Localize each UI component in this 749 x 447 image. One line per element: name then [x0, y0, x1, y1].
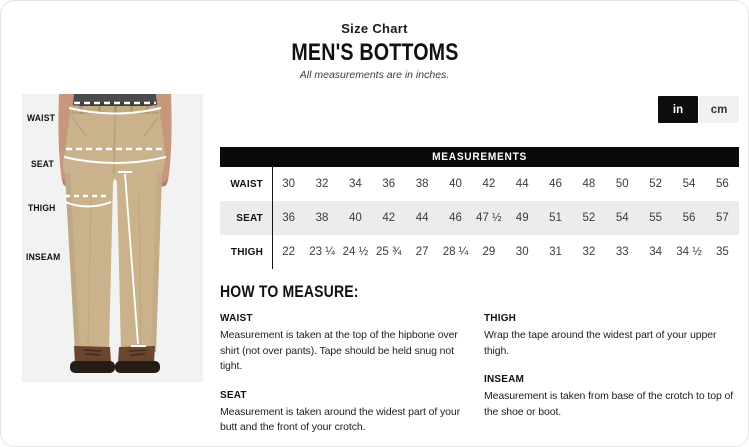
size-cell: 54: [615, 212, 629, 224]
size-cell: 32: [315, 178, 329, 190]
row-label: SEAT: [236, 212, 263, 224]
measurements-rows: [220, 167, 739, 269]
size-cell: 56: [715, 178, 729, 190]
page-subtitle: All measurements are in inches.: [299, 69, 450, 81]
size-cell: 44: [415, 212, 429, 224]
size-cell: 34: [649, 246, 663, 258]
page-header: [1, 21, 748, 81]
size-cell: 30: [515, 246, 529, 258]
size-cell: 28 ¼: [442, 246, 469, 258]
size-cell: 55: [649, 212, 663, 224]
figure-label-inseam: INSEAM: [26, 252, 61, 262]
size-cell: 52: [582, 212, 596, 224]
row-label: THIGH: [230, 246, 263, 258]
size-cell: 24 ½: [342, 246, 369, 258]
howto-description: Measurement is taken around the widest part of your butt and the front of your crotch.: [220, 405, 461, 434]
howto-term: INSEAM: [484, 374, 525, 386]
unit-toggle: [658, 96, 739, 123]
howto-term: WAIST: [220, 313, 253, 324]
table-row: [220, 235, 739, 269]
size-cell: 40: [449, 178, 462, 190]
measurements-table: [220, 147, 739, 269]
howto-item: [484, 313, 740, 359]
size-cell: 23 ¼: [309, 246, 335, 258]
size-cell: 49: [515, 212, 529, 224]
table-divider: [272, 167, 273, 269]
row-label: WAIST: [230, 178, 263, 190]
size-cell: 46: [549, 178, 562, 190]
size-cell: 38: [415, 178, 429, 190]
size-cell: 47 ½: [476, 212, 502, 224]
size-cell: 54: [682, 178, 696, 190]
measurements-table-header: [220, 147, 739, 167]
unit-cm-button[interactable]: cm: [699, 96, 739, 123]
size-cell: 29: [482, 246, 496, 258]
row-values: [272, 201, 739, 235]
howto-item: [220, 390, 472, 436]
size-cell: 56: [682, 212, 696, 224]
size-cell: 30: [282, 178, 296, 190]
size-cell: 40: [349, 212, 362, 224]
how-to-measure-heading: HOW TO MEASURE:: [220, 283, 359, 301]
size-cell: 57: [715, 212, 729, 224]
howto-col-1: [484, 313, 740, 447]
size-cell: 48: [582, 178, 596, 190]
page-title-text: MEN'S BOTTOMS: [290, 39, 459, 66]
how-to-measure-section: [220, 283, 740, 447]
size-cell: 36: [282, 212, 296, 224]
howto-term: THIGH: [484, 313, 517, 324]
size-cell: 44: [515, 178, 529, 190]
size-cell: 32: [582, 246, 596, 258]
size-cell: 22: [282, 246, 296, 258]
howto-col-0: [220, 313, 472, 447]
row-values: [272, 167, 739, 201]
table-row: [220, 201, 739, 235]
howto-description: Wrap the tape around the widest part of your upper thigh.: [484, 329, 717, 357]
figure-label-seat: SEAT: [31, 159, 54, 169]
model-photo-illustration: [22, 94, 203, 382]
size-cell: 25 ¾: [375, 246, 402, 258]
size-cell: 51: [549, 212, 562, 224]
size-cell: 31: [549, 246, 562, 258]
model-figure: [22, 94, 203, 382]
size-cell: 35: [715, 246, 729, 258]
page-title: [1, 39, 748, 67]
howto-item: [220, 313, 472, 375]
howto-item: [484, 374, 740, 420]
size-cell: 38: [315, 212, 329, 224]
unit-in-button[interactable]: in: [658, 96, 698, 123]
size-cell: 34: [349, 178, 362, 190]
table-row: [220, 167, 739, 201]
eyebrow-label: Size Chart: [341, 21, 408, 36]
size-cell: 52: [649, 178, 663, 190]
size-cell: 50: [615, 178, 629, 190]
size-cell: 36: [382, 178, 396, 190]
how-to-measure-columns: [220, 313, 740, 447]
size-cell: 42: [382, 212, 396, 224]
size-cell: 33: [615, 246, 629, 258]
measurements-title: MEASUREMENTS: [432, 151, 527, 163]
howto-description: Measurement is taken at the top of the hipbone over shirt (not over pants). Tape should be held snug not tight.: [220, 329, 458, 373]
howto-term: SEAT: [220, 389, 247, 401]
howto-description: Measurement is taken from base of the crotch to top of the shoe or boot.: [484, 390, 734, 418]
figure-label-thigh: THIGH: [28, 203, 56, 213]
size-cell: 42: [482, 178, 496, 190]
size-cell: 34 ½: [676, 246, 702, 258]
figure-label-waist: WAIST: [27, 113, 56, 123]
size-cell: 27: [415, 246, 429, 258]
row-values: [272, 235, 739, 269]
size-cell: 46: [449, 212, 462, 224]
